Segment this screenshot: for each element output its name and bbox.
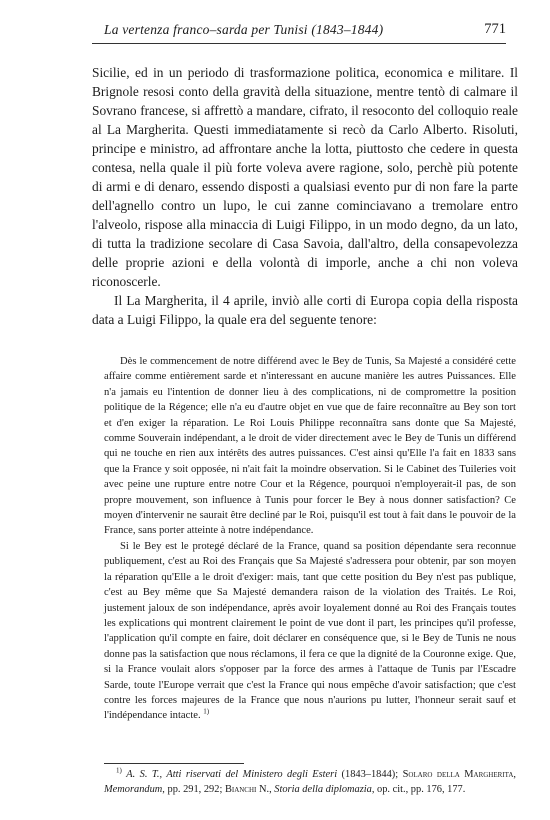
footnote-reference: 1) (203, 707, 210, 716)
quoted-letter (104, 354, 516, 724)
footnote (104, 768, 516, 797)
footnote-rule (104, 763, 244, 764)
body-paragraph-2: Il La Margherita, il 4 aprile, inviò alle corti di Europa copia della risposta data a Luigi Filippo, la quale era del seguente tenore: (92, 293, 518, 327)
footnote-marker: 1) (116, 766, 122, 775)
footnote-archive: A. S. T., Atti riservati del Ministero degli Esteri (126, 769, 338, 780)
footnote-author-1: Solaro della Margherita (402, 769, 514, 780)
quote-paragraph-2-text: Si le Bey est le protegé déclaré de la France, quand sa position dépendante sera reconnue publiquement, c'est au Roi des Français que Sa Majesté s'adressera pour obtenir, par son moyen la réparation qu'Elle a le droit d'exiger: mais, tant que cette position du Bey n'est pas publique, c'est au Bey même que Sa Majesté demandera raison de la violation des Traités. Le Roi, justement jaloux de son indépendance, après avoir loyalement donné au Roi des Français toutes les explications qui montrent clairement le point de vue dont il part, les principes qu'il professe, l'application qu'il compte en faire, doit déclarer en conséquence que, si le Bey de Tunis ne nous donne pas la satisfaction que nous réclamons, il fera ce que la dignité de la Couronne exige. Que, si la France voulait alors s'opposer par la force des armes à l'attaque de Tunis par l'Escadre Sarde, toute l'Europe verrait que c'est la France qui nous empêche d'avoir satisfaction; que c'est contre les forces majeures de la France que nous n'aurions pu lutter, l'honneur serait sauf et l'indépendance intacte. (104, 540, 516, 722)
quote-paragraph-1: Dès le commencement de notre différend avec le Bey de Tunis, Sa Majesté a considéré cette affaire comme entièrement sarde et n'interessant en aucune manière les autres Puissances. Elle n'a jamais eu l'intention de donner lieu à des complications, ni de compromettre la position politique de la Régence; elle n'a eu d'autre objet en vue que de faire reconnaître au Bey son tort et d'en exiger la réparation. Le Roi Louis Philippe reconnaîtra sans donte que Sa Majesté, comme Souverain indépendant, a le droit de vider directement avec le Bey de Tunis un différend qui ne touche en rien aux intérêts des autres puissances. C'est ainsi qu'Elle l'a fait en 1833 sans que la France y soit opposée, ni n'ait fait la moindre observation. Si le Cabinet des Tuileries voit avec peine une rupture entre notre Cour et la Régence, pourquoi n'employerait-il pas, de son propre mouvement, son influence à Tunis pour forcer le Bey à nous donner satisfaction? Ce moyen d'intervenir ne saurait être decliné par le Roi, puisqu'il est tout à fait dans le pouvoir de la France, sans porter atteinte à notre indépendance. (104, 356, 516, 537)
running-title: La vertenza franco–sarda per Tunisi (1843–1844) (104, 22, 384, 37)
footnote-text-4: , (269, 783, 275, 795)
page-number: 771 (484, 21, 506, 37)
footnote-text-3: , pp. 291, 292; (162, 783, 225, 795)
footnote-text-5: , op. cit., pp. 176, 177. (371, 783, 466, 795)
body-paragraph-1: Sicilie, ed in un periodo di trasformazione politica, economica e militare. Il Brignole resosi conto della gravità della situazione, mentre tentò di calmare il Sovrano francese, si affrettò a mandare, cifrato, il resoconto del colloquio reale al La Margherita. Questi immediatamente si recò da Carlo Alberto. Risoluti, principe e ministro, ad affrontare anche la lotta, piuttosto che cedere in questa contesa, nella quale il più forte voleva avere ragione, solo, perchè più potente di armi e di denaro, essendo disposti a qualsiasi evento pur di non fare la parte dell'agnello contro un lupo, le cui zanne cominciavano a tremolare entro l'alveolo, rispose alla minaccia di Luigi Filippo, in un modo degno, da un lato, di tutta la tradizione secolare di Casa Savoia, dall'altro, della consapevolezza delle proprie azioni e della volontà di imporle, anche a chi non voleva riconoscerle. (92, 65, 518, 289)
running-head (92, 20, 506, 42)
footnote-text-1: (1843–1844); (337, 769, 403, 780)
footnote-author-2: Bianchi N. (224, 783, 270, 795)
footnote-work-1: Memorandum (104, 783, 163, 795)
header-rule (92, 43, 506, 44)
footnote-text-2: , (513, 769, 516, 780)
main-text (92, 63, 518, 329)
footnote-work-2: Storia della diplomazia (274, 783, 372, 795)
quote-paragraph-2 (104, 539, 516, 724)
